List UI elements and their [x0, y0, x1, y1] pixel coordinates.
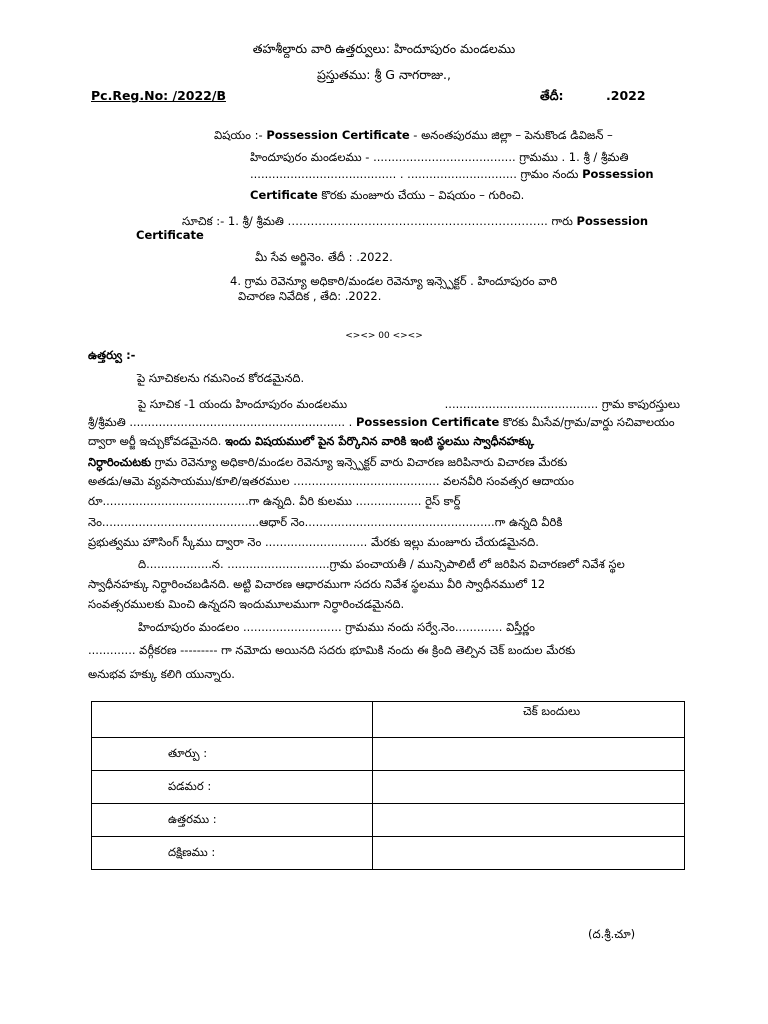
order-p2-line-2: స్వాధీనహక్కు నిర్ధారించబడినది. అట్టి విచారణ ఆధారముగా సదరు నివేశ స్థలము వీరి స్వాధీనములో 12 — [88, 577, 546, 591]
reference-line-1: సూచిక :- 1. శ్రీ/ శ్రీమతి ………………………………………………………….. గారు Possession — [182, 214, 649, 228]
order-p1-line-4: నిర్ధారించుటకు గ్రామ రెవెన్యూ అధికారి/మండల రెవెన్యూ ఇన్స్పెక్టర్ వారు విచారణ జరిపినారు విచారణ మేరకు — [88, 455, 568, 469]
order-p1-line-1: పై సూచిక -1 యందు హిందూపురం మండలము .......................................... గ్రామ కాపురస్తులు — [138, 397, 680, 411]
table-row — [92, 738, 685, 771]
reference-line-4: 4. గ్రామ రెవెన్యూ అధికారి/మండల రెవెన్యూ ఇన్స్పెక్టర్ . హిందూపురం వారి — [230, 274, 558, 288]
subject-line-1: విషయం :- Possession Certificate - అనంతపురము జిల్లా – పెనుకొండ డివిజన్ – — [214, 128, 613, 142]
reference-line-5: విచారణ నివేదిక , తేది: .2022. — [238, 289, 382, 303]
signature: (ద.శ్రీ.చూ) — [588, 927, 636, 941]
order-p1-line-2: శ్రీ/శ్రీమతి ........................................................... . Possession Certificate కొరకు మీసేవ/గ్రామ/వార్డు సచివాలయం — [88, 415, 675, 429]
order-p1-line-8: ప్రభుత్వము హౌసింగ్ స్కీము ద్వారా నెం ............................ మేరకు ఇల్లు మంజూరు చేయడమైనది. — [88, 535, 539, 549]
separator: <><> 00 <><> — [345, 331, 423, 341]
office-title: తహశీల్దారు వారి ఉత్తర్వులు: హిందూపురం మండలము — [252, 41, 516, 56]
boundary-label-east: తూర్పు : — [92, 738, 373, 771]
present-officer: ప్రస్తుతము: శ్రీ G నాగరాజు., — [317, 67, 451, 82]
reference-line-3: మీ సేవ అర్జినెం. తేదీ : .2022. — [255, 250, 393, 264]
table-cell — [373, 771, 685, 804]
table-cell — [92, 702, 373, 738]
table-row — [92, 804, 685, 837]
table-row — [92, 837, 685, 870]
table-cell — [373, 804, 685, 837]
order-p1-line-6: రూ........................................గా ఉన్నది. వీరి కులము .................. రైస్ కార్డ్ — [88, 494, 461, 508]
table-row — [92, 771, 685, 804]
table-cell — [373, 738, 685, 771]
table-header: చెక్ బందులు — [373, 702, 685, 738]
order-p3-line-3: అనుభవ హక్కు కలిగి యున్నారు. — [88, 667, 235, 681]
order-p1-line-7: నెం...........................................ఆధార్ నెం....................................................గా ఉన్నది వీరికి — [88, 515, 563, 529]
date-value: .2022 — [606, 88, 646, 103]
order-p2-line-1: ది..................న. ............................గ్రామ పంచాయతీ / మున్సిపాలిటీ లో జరిపిన విచారణలో నివేశ స్థల — [138, 557, 625, 571]
reference-line-2: Certificate — [136, 228, 204, 242]
reg-number: Pc.Reg.No: /2022/B — [91, 88, 226, 103]
order-heading: ఉత్తర్వు :- — [88, 348, 136, 362]
order-p1-line-5: అతడు/ఆమె వ్యవసాయము/కూలి/ఇతరముల ........................................ వలనవీరి సంవత్సర ఆదాయం — [88, 474, 574, 488]
order-p1-line-3: ద్వారా అర్జీ ఇచ్చుకోవడమైనది. ఇందు విషయములో పైన పేర్కొనిన వారికి ఇంటి స్థలము స్వాధీనహక్కు — [88, 434, 534, 448]
order-intro: పై సూచికలను గమనించ కోరడమైనది. — [137, 371, 305, 385]
order-p3-line-1: హిందూపురం మండలం ........................... గ్రామము నందు సర్వే.నెం............. విస్తీర్ణం — [138, 620, 535, 634]
subject-line-4: Certificate కొరకు మంజూరు చేయు – విషయం – గురించి. — [250, 188, 525, 202]
boundary-label-north: ఉత్తరము : — [92, 804, 373, 837]
subject-line-2: హిందూపురం మండలము - ....................................... గ్రామము . 1. శ్రీ / శ్రీమతి — [250, 150, 629, 164]
boundary-label-west: పడమర : — [92, 771, 373, 804]
date-label: తేదీ: — [540, 88, 564, 103]
order-p3-line-2: ............. వర్గీకరణ --------- గా నమోదు అయినది సదరు భూమికి నందు ఈ క్రింది తెల్పిన చెక్ బందుల మేరకు — [88, 643, 576, 657]
check-boundaries-table — [91, 701, 685, 870]
table-cell — [373, 837, 685, 870]
order-p2-line-3: సంవత్సరములకు మించి ఉన్నదని ఇందుమూలముగా నిర్ధారించడమైనది. — [88, 597, 405, 611]
boundary-label-south: దక్షిణము : — [92, 837, 373, 870]
table-header-row — [92, 702, 685, 738]
subject-line-3: ........................................ . .............................. గ్రామం నందు Possession — [250, 167, 654, 181]
